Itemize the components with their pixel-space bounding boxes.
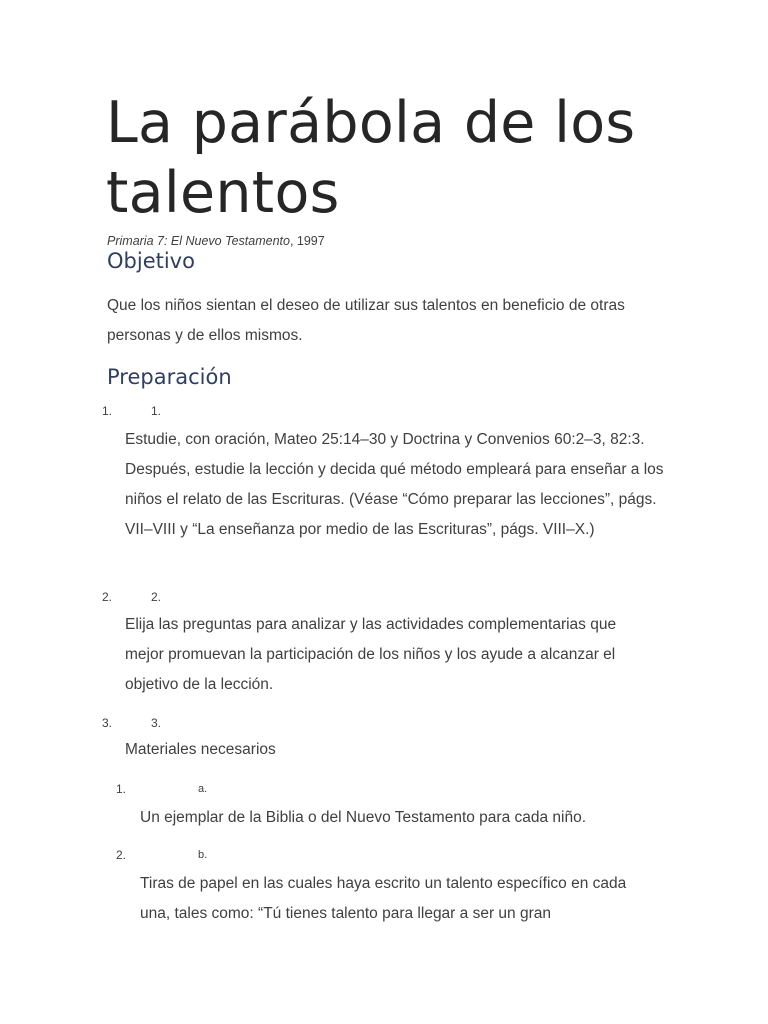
list-outer-marker: 1.	[102, 404, 113, 418]
preparacion-item-text: Elija las preguntas para analizar y las actividades complementarias que mejor promuevan la participación de los niños y los ayude a alcanzar el objetivo de la lección.	[125, 616, 617, 693]
list-inner-marker: 1.	[151, 404, 162, 418]
sublist-inner-marker: a.	[198, 783, 208, 795]
list-inner-marker: 3.	[151, 716, 162, 730]
source-year: , 1997	[289, 234, 325, 248]
source-citation	[107, 234, 325, 248]
sublist-outer-marker: 1.	[116, 782, 127, 796]
list-outer-marker: 3.	[102, 716, 113, 730]
page-title: La parábola de los talentos	[106, 90, 636, 226]
section-heading-objetivo: Objetivo	[107, 249, 195, 273]
source-publication: Primaria 7: El Nuevo Testamento	[107, 234, 290, 248]
sublist-outer-marker: 2.	[116, 848, 127, 862]
section-heading-preparacion: Preparación	[107, 365, 232, 389]
list-outer-marker: 2.	[102, 590, 113, 604]
objetivo-text: Que los niños sientan el deseo de utilizar sus talentos en beneficio de otras personas y de ellos mismos.	[107, 297, 625, 344]
preparacion-item-text: Estudie, con oración, Mateo 25:14–30 y Doctrina y Convenios 60:2–3, 82:3. Después, estudie la lección y decida qué método empleará para enseñar a los niños el relato de las Escrituras. (Véase “Cómo preparar las lecciones”, págs. VII–VIII y “La enseñanza por medio de las Escrituras”, págs. VIII–X.)	[125, 431, 664, 538]
sublist-inner-marker: b.	[198, 849, 208, 861]
sublist-item-text: Tiras de papel en las cuales haya escrito un talento específico en cada una, tales como: “Tú tienes talento para llegar a ser un gran	[140, 875, 627, 922]
sublist-item-text: Un ejemplar de la Biblia o del Nuevo Testamento para cada niño.	[140, 809, 587, 826]
list-inner-marker: 2.	[151, 590, 162, 604]
preparacion-item-text: Materiales necesarios	[125, 741, 276, 758]
